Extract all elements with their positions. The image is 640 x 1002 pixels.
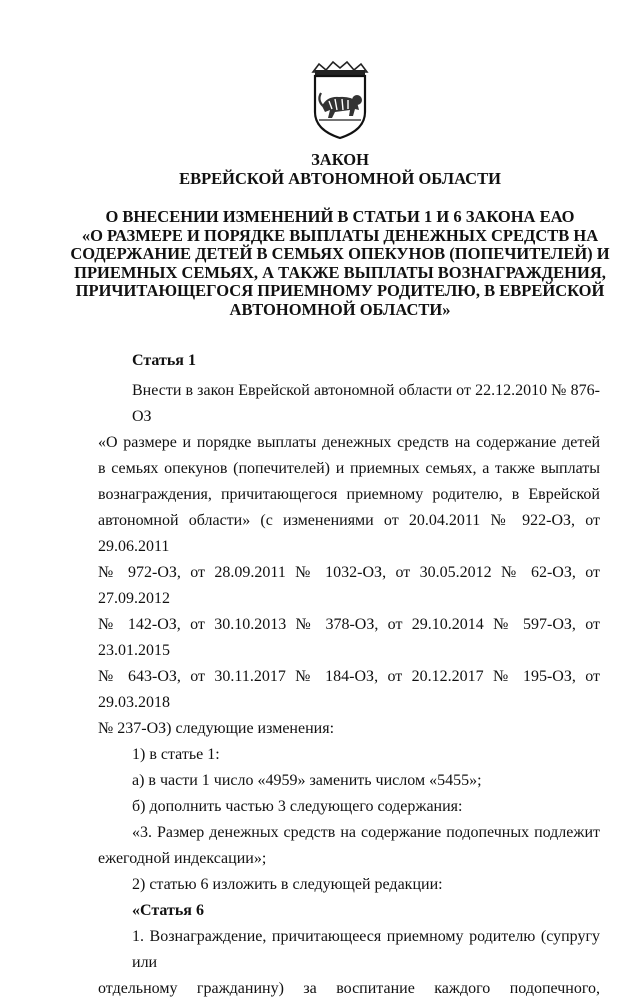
subject-line: АВТОНОМНОЙ ОБЛАСТИ» — [229, 299, 451, 319]
subject-line: «О РАЗМЕРЕ И ПОРЯДКЕ ВЫПЛАТЫ ДЕНЕЖНЫХ СРЕДСТВ НА — [81, 225, 599, 245]
subject-line: ПРИЕМНЫХ СЕМЬЯХ, А ТАКЖЕ ВЫПЛАТЫ ВОЗНАГРАЖДЕНИЯ, — [74, 262, 606, 282]
region-name: ЕВРЕЙСКОЙ АВТОНОМНОЙ ОБЛАСТИ — [179, 169, 501, 188]
subject-line: ПРИЧИТАЮЩЕГОСЯ ПРИЕМНОМУ РОДИТЕЛЮ, В ЕВРЕЙСКОЙ — [75, 281, 605, 300]
text-line: 1. Вознаграждение, причитающееся приемному родителю (супругу или — [132, 928, 600, 971]
item-1b: б) дополнить частью 3 следующего содержания: — [132, 798, 463, 815]
text-line: в семьях опекунов (попечителей) и приемных семьях, а также выплаты — [98, 460, 600, 477]
text-line: «3. Размер денежных средств на содержание подопечных подлежит — [132, 824, 600, 841]
law-body — [98, 348, 600, 1002]
subject-line: О ВНЕСЕНИИ ИЗМЕНЕНИЙ В СТАТЬИ 1 И 6 ЗАКОНА ЕАО — [105, 207, 575, 226]
article-1-heading: Статья 1 — [132, 352, 196, 369]
article-6-heading: «Статья 6 — [132, 902, 204, 919]
law-title — [60, 150, 620, 188]
text-line: № 142-ОЗ, от 30.10.2013 № 378-ОЗ, от 29.10.2014 № 597-ОЗ, от 23.01.2015 — [98, 616, 600, 659]
law-subject — [60, 208, 620, 319]
law-word: ЗАКОН — [311, 150, 369, 169]
item-1a: а) в части 1 число «4959» заменить числом «5455»; — [132, 772, 482, 789]
text-line: № 237-ОЗ) следующие изменения: — [98, 720, 335, 737]
text-line: автономной области» (с изменениями от 20.04.2011 № 922-ОЗ, от 29.06.2011 — [98, 512, 600, 555]
coat-of-arms-emblem — [299, 60, 381, 140]
text-line: ежегодной индексации»; — [98, 850, 267, 867]
text-line: вознаграждения, причитающегося приемному родителю, в Еврейской — [98, 486, 600, 503]
text-line: № 972-ОЗ, от 28.09.2011 № 1032-ОЗ, от 30.05.2012 № 62-ОЗ, от 27.09.2012 — [98, 564, 600, 607]
item-1: 1) в статье 1: — [132, 746, 220, 763]
article-1-intro — [98, 378, 600, 742]
text-line: Внести в закон Еврейской автономной области от 22.12.2010 № 876-ОЗ — [132, 382, 600, 425]
subject-line: СОДЕРЖАНИЕ ДЕТЕЙ В СЕМЬЯХ ОПЕКУНОВ (ПОПЕЧИТЕЛЕЙ) И — [70, 244, 610, 263]
text-line: отдельному гражданину) за воспитание каждого подопечного, — [98, 980, 600, 997]
text-line: «О размере и порядке выплаты денежных средств на содержание детей — [98, 434, 600, 451]
text-line: № 643-ОЗ, от 30.11.2017 № 184-ОЗ, от 20.12.2017 № 195-ОЗ, от 29.03.2018 — [98, 668, 600, 711]
quoted-part-3 — [98, 820, 600, 872]
item-2: 2) статью 6 изложить в следующей редакции: — [132, 876, 443, 893]
article-6-text — [98, 924, 600, 1002]
